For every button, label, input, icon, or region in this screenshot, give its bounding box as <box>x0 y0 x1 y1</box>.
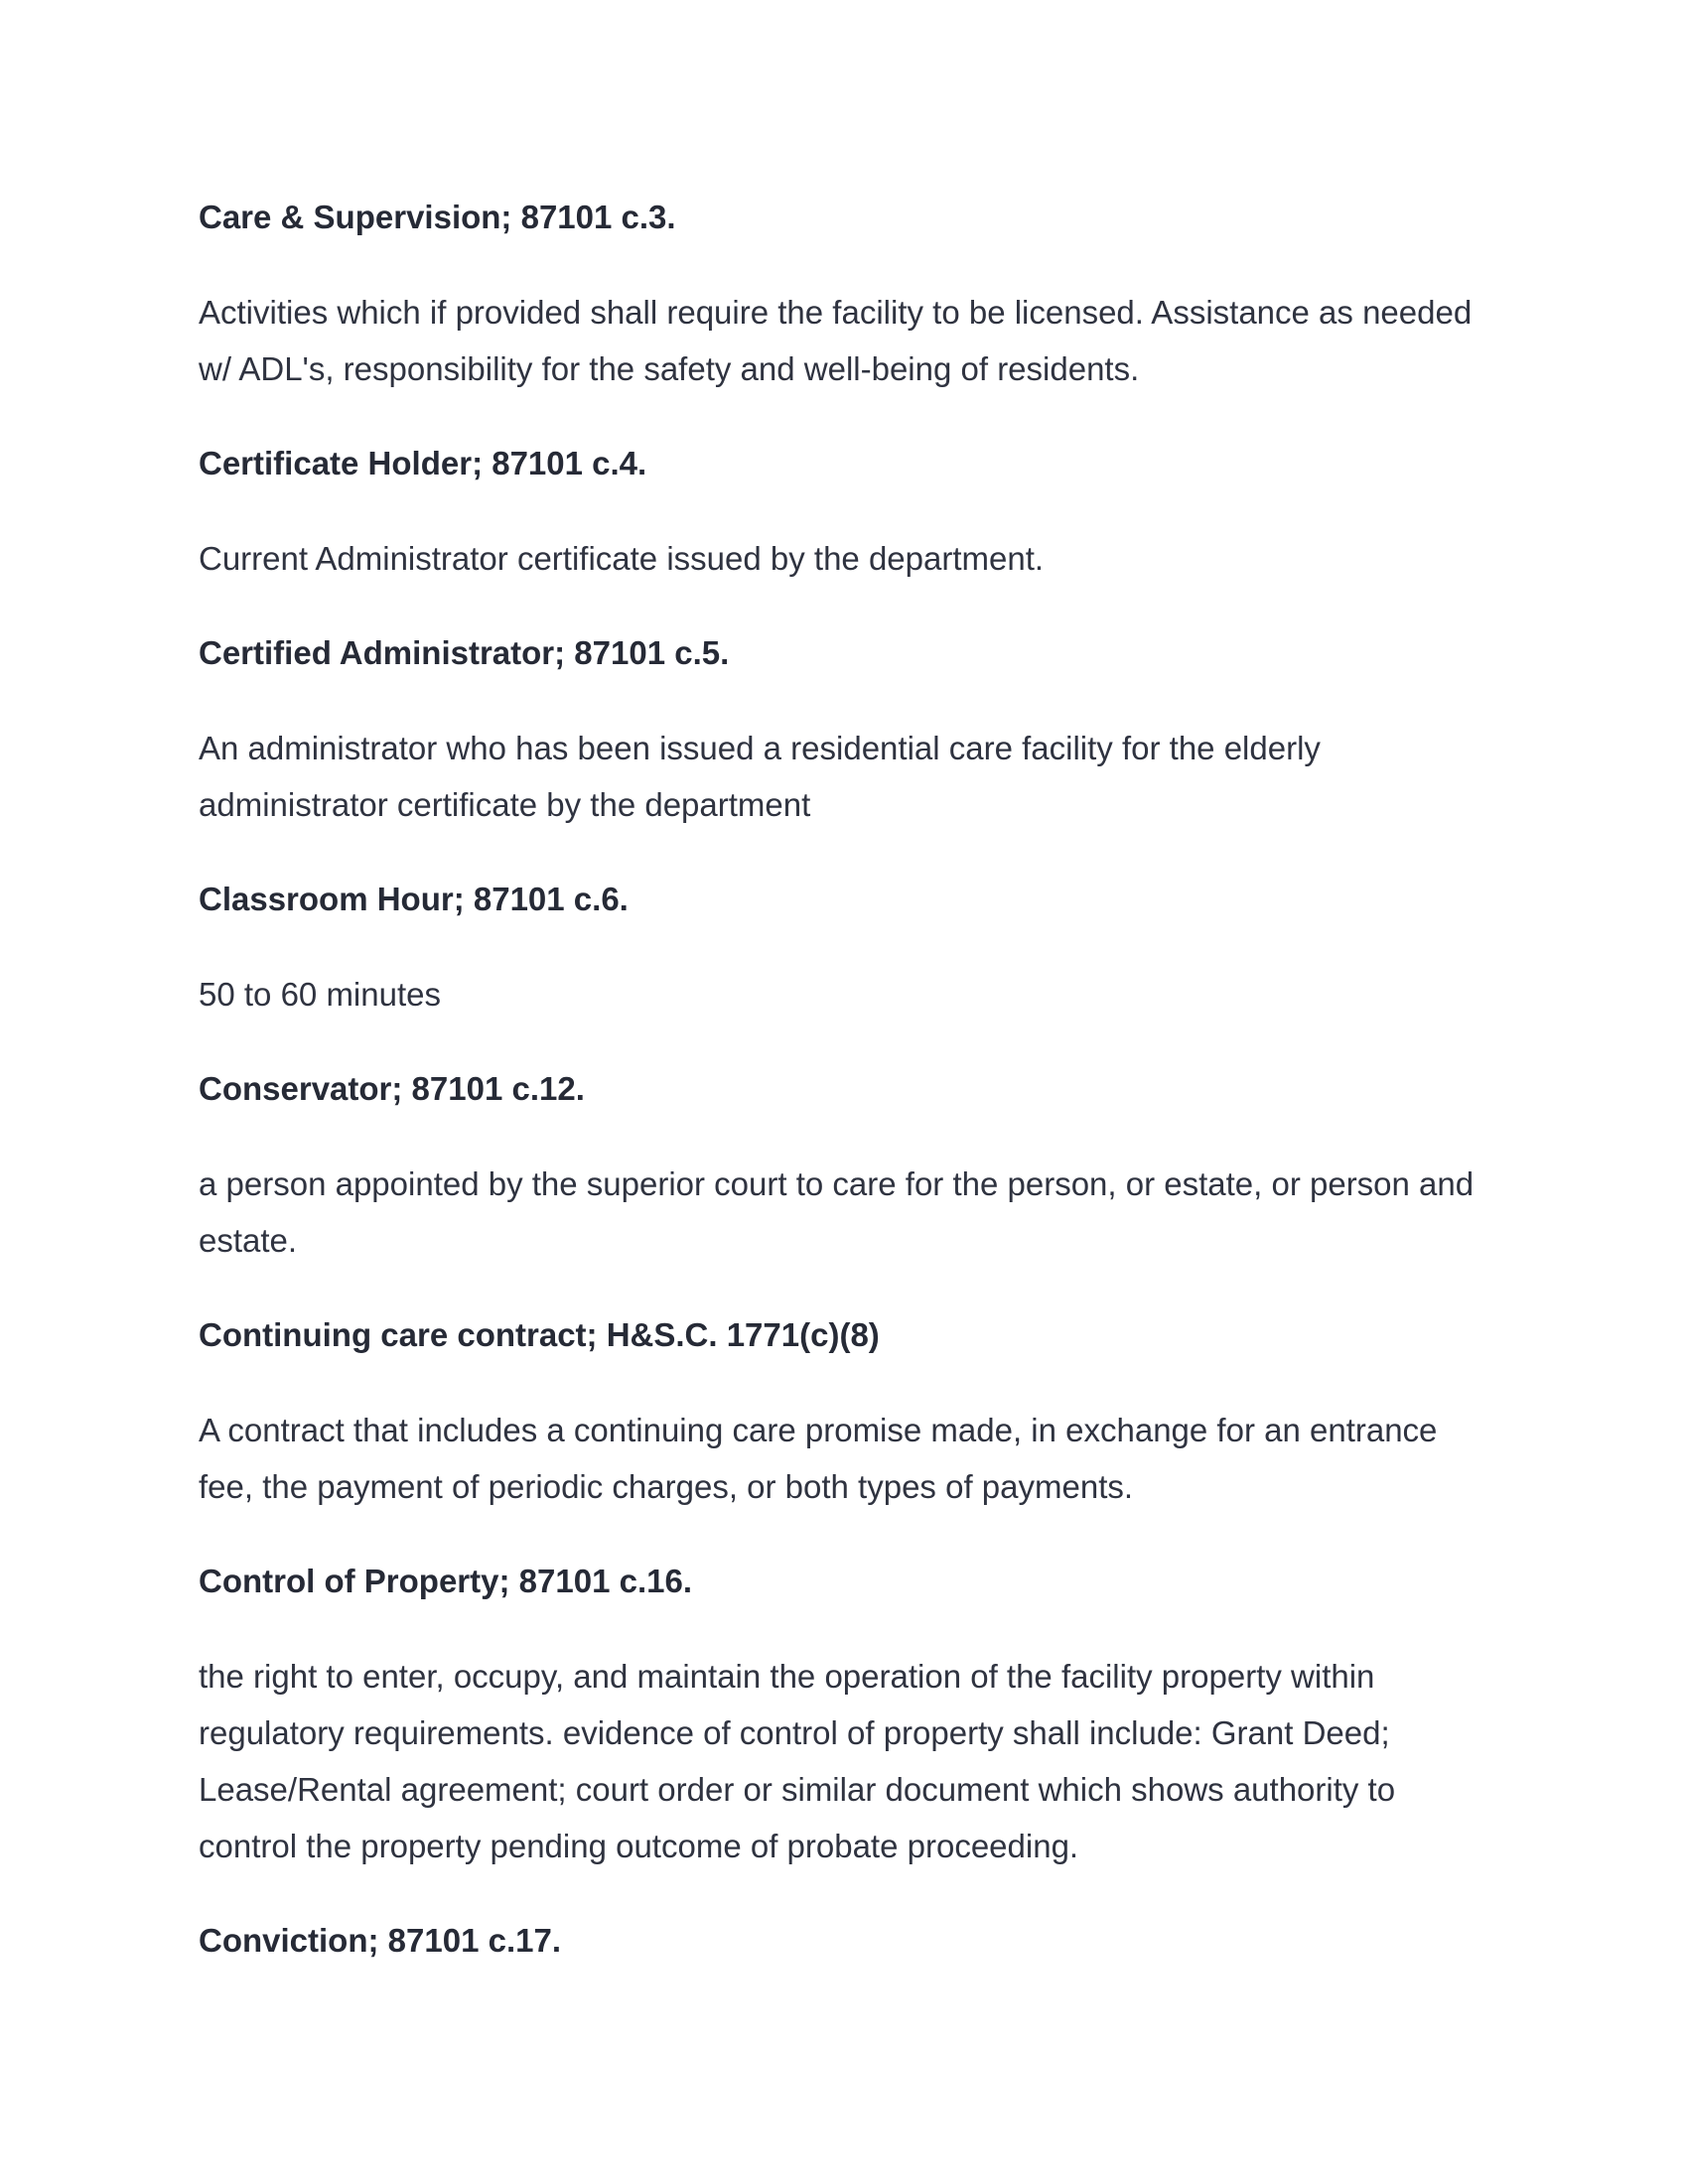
entry-definition: Current Administrator certificate issued by the department. <box>199 540 1045 577</box>
entry-definition: the right to enter, occupy, and maintain the operation of the facility property within regulatory requirements. evidence of control of property shall include: Grant Deed; Lease/Rental agreement; court order or similar document which shows authority to control the property pending outcome of probate proceeding. <box>199 1658 1396 1864</box>
entry-definition: a person appointed by the superior court to care for the person, or estate, or person and estate. <box>199 1165 1475 1259</box>
entry-term: Care & Supervision; 87101 c.3. <box>199 199 676 235</box>
entry-term: Conservator; 87101 c.12. <box>199 1070 585 1107</box>
entry-term: Certified Administrator; 87101 c.5. <box>199 634 730 671</box>
entry-definition: An administrator who has been issued a residential care facility for the elderly administrator certificate by the department <box>199 730 1321 823</box>
entry-term: Classroom Hour; 87101 c.6. <box>199 881 629 917</box>
entry-definition: A contract that includes a continuing care promise made, in exchange for an entrance fee, the payment of periodic charges, or both types of payments. <box>199 1412 1438 1505</box>
entry-definition: 50 to 60 minutes <box>199 976 441 1013</box>
entry-term: Control of Property; 87101 c.16. <box>199 1563 692 1599</box>
entry-definition: Activities which if provided shall require the facility to be licensed. Assistance as needed w/ ADL's, responsibility for the safety and well-being of residents. <box>199 294 1473 387</box>
document-page <box>199 195 1489 2009</box>
entry-term: Certificate Holder; 87101 c.4. <box>199 445 647 481</box>
entry-term: Conviction; 87101 c.17. <box>199 1922 561 1959</box>
entry-term: Continuing care contract; H&S.C. 1771(c)(8) <box>199 1316 880 1353</box>
